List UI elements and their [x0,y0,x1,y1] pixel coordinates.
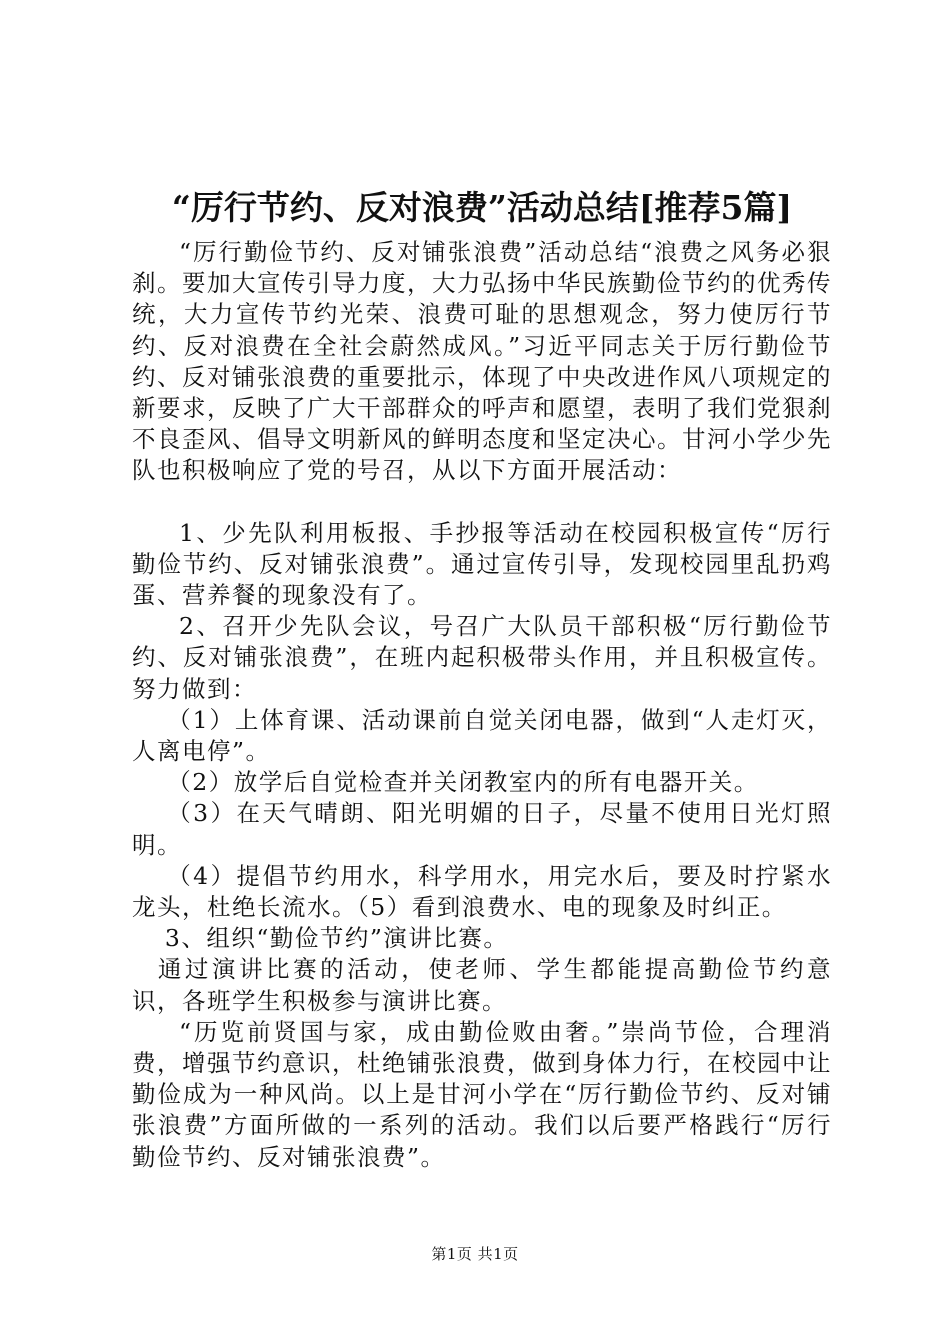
paragraph-item-3: 3、组织“勤俭节约”演讲比赛。 [164,924,509,953]
paragraph-item-1: 1、少先队利用板报、手抄报等活动在校园积极宣传“厉行勤俭节约、反对铺张浪费”。通过宣传引导，发现校园里乱扔鸡蛋、营养餐的现象没有了。 [132,518,832,610]
paragraph-item-2: 2、召开少先队会议，号召广大队员干部积极“厉行勤俭节约、反对铺张浪费”，在班内起积极带头作用，并且积极宣传。努力做到： [132,612,832,703]
page-footer: 第1页 共1页 [431,1245,519,1263]
paragraph-spacer [132,487,832,518]
paragraph-subitem-3: （3）在天气晴朗、阳光明媚的日子，尽量不使用日光灯照明。 [132,799,832,859]
paragraph-subitem-2: （2）放学后自觉检查并关闭教室内的所有电器开关。 [167,768,759,797]
paragraph-intro: “厉行勤俭节约、反对铺张浪费”活动总结“浪费之风务必狠刹。要加大宣传引导力度，大力弘扬中华民族勤俭节约的优秀传统，大力宣传节约光荣、浪费可耻的思想观念，努力使厉行节约、反对浪费在全社会蔚然成风。”习近平同志关于厉行勤俭节约、反对铺张浪费的重要批示，体现了中央改进作风八项规定的新要求，反映了广大干部群众的呼声和愿望，表明了我们党狠刹不良歪风、倡导文明新风的鲜明态度和坚定决心。甘河小学少先队也积极响应了党的号召，从以下方面开展活动： [132,238,832,485]
paragraph-subitem-4: （4）提倡节约用水，科学用水，用完水后，要及时拧紧水龙头，杜绝长流水。（5）看到浪费水、电的现象及时纠正。 [132,861,832,922]
document-body [132,237,832,1173]
paragraph-subitem-1: （1）上体育课、活动课前自觉关闭电器，做到“人走灯灭，人离电停”。 [132,705,832,766]
document-title: “厉行节约、反对浪费”活动总结[推荐5篇] [171,188,793,227]
paragraph-conclusion: “历览前贤国与家，成由勤俭败由奢。”崇尚节俭，合理消费，增强节约意识，杜绝铺张浪费，做到身体力行，在校园中让勤俭成为一种风尚。以上是甘河小学在“厉行勤俭节约、反对铺张浪费”方面所做的一系列的活动。我们以后要严格践行“厉行勤俭节约、反对铺张浪费”。 [132,1017,832,1171]
paragraph-speech-contest: 通过演讲比赛的活动，使老师、学生都能提高勤俭节约意识，各班学生积极参与演讲比赛。 [132,955,832,1015]
